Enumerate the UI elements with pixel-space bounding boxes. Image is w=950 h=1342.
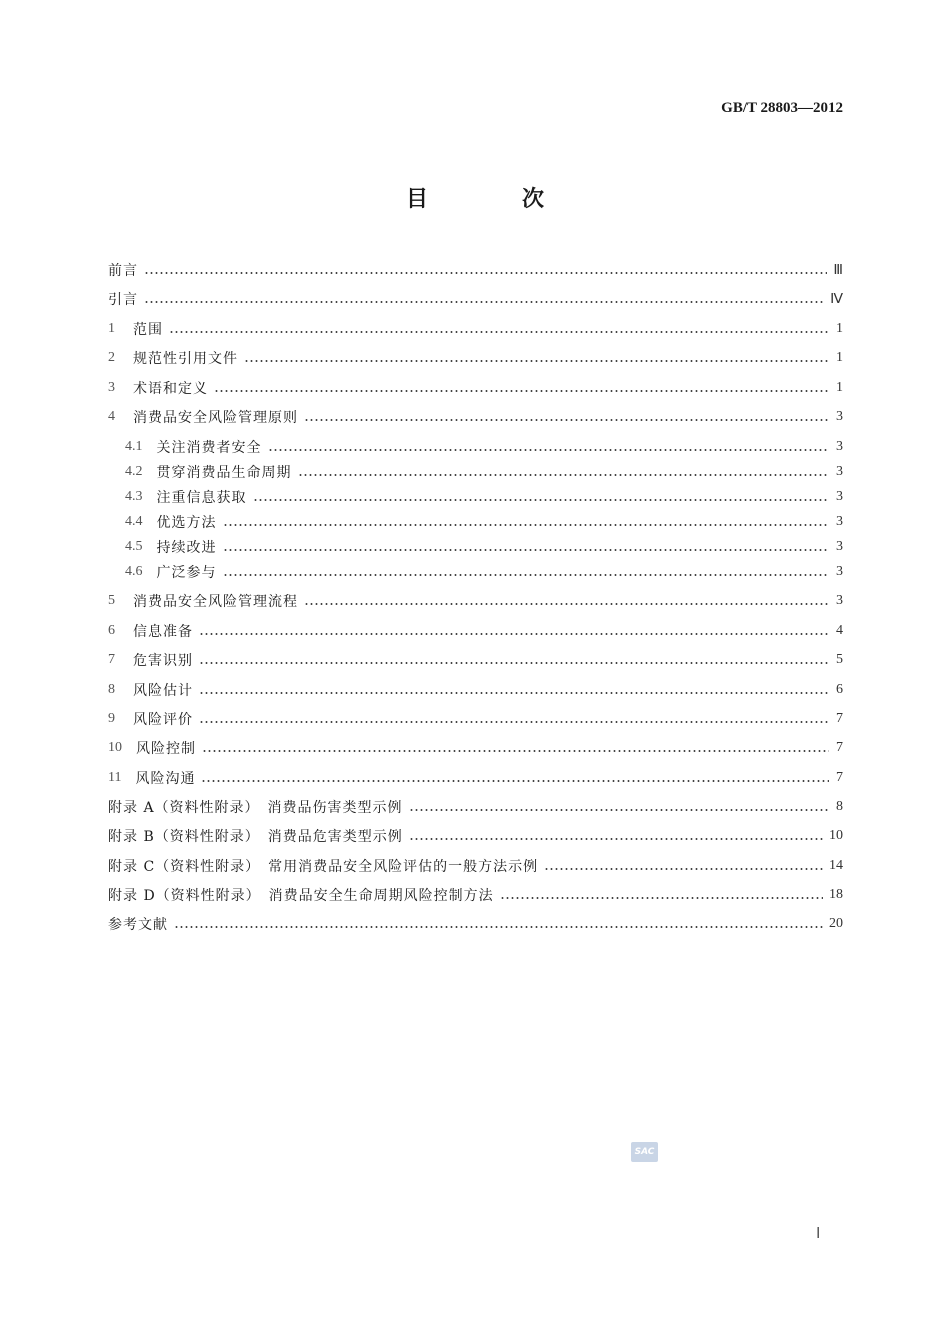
toc-entry[interactable]: [108, 768, 843, 788]
sac-watermark-logo: SAC: [631, 1142, 658, 1162]
toc-entry-label: 规范性引用文件: [133, 351, 238, 367]
toc-entry-label: 附录 B（资料性附录） 消费品危害类型示例: [108, 829, 403, 845]
toc-entry-number: 3: [108, 380, 115, 395]
toc-entry[interactable]: [108, 621, 843, 641]
toc-entry-label: 风险估计: [133, 683, 193, 699]
toc-leader-dots: [268, 437, 830, 457]
toc-entry-number: 6: [108, 623, 115, 638]
toc-entry-page: 3: [836, 489, 843, 504]
toc-entry[interactable]: [108, 826, 843, 846]
toc-entry-label: 消费品安全风险管理原则: [133, 410, 298, 426]
toc-entry-number: 4: [108, 409, 115, 424]
toc-entry-label: 信息准备: [133, 624, 193, 640]
toc-entry-label: 消费品安全风险管理流程: [133, 594, 298, 610]
toc-entry-label: 关注消费者安全: [156, 440, 262, 456]
toc-leader-dots: [199, 709, 829, 729]
toc-entry[interactable]: [125, 462, 843, 482]
toc-entry-page: 20: [829, 916, 843, 931]
toc-leader-dots: [304, 407, 829, 427]
toc-entry-number: 7: [108, 652, 115, 667]
toc-entry[interactable]: [108, 914, 843, 934]
toc-entry-label: 前言: [108, 263, 138, 279]
toc-entry-page: 3: [836, 409, 843, 424]
toc-entry-label: 广泛参与: [156, 565, 217, 581]
toc-entry-label: 风险沟通: [135, 771, 196, 787]
toc-leader-dots: [214, 378, 829, 398]
toc-leader-dots: [199, 650, 829, 670]
toc-entry-number: 4.1: [125, 439, 143, 454]
standard-code: GB/T 28803—2012: [721, 100, 843, 116]
toc-leader-dots: [202, 738, 829, 758]
toc-leader-dots: [144, 289, 824, 309]
page-number: Ⅰ: [816, 1226, 821, 1242]
toc-entry-number: 11: [108, 770, 122, 785]
toc-entry-page: 7: [836, 770, 843, 785]
toc-entry-label: 优选方法: [156, 515, 217, 531]
toc-entry-label: 附录 D（资料性附录） 消费品安全生命周期风险控制方法: [108, 888, 494, 904]
toc-leader-dots: [174, 914, 823, 934]
toc-entry-label: 注重信息获取: [156, 490, 247, 506]
toc-leader-dots: [253, 487, 830, 507]
toc-leader-dots: [199, 621, 829, 641]
toc-entry-number: 8: [108, 682, 115, 697]
toc-leader-dots: [199, 680, 829, 700]
toc-entry-page: 6: [836, 682, 843, 697]
toc-entry-page: 14: [829, 858, 843, 873]
toc-entry[interactable]: [108, 709, 843, 729]
toc-entry[interactable]: [108, 797, 843, 817]
toc-entry[interactable]: [125, 437, 843, 457]
toc-leader-dots: [201, 768, 829, 788]
toc-entry-label: 附录 C（资料性附录） 常用消费品安全风险评估的一般方法示例: [108, 859, 539, 875]
toc-entry-number: 4.2: [125, 464, 143, 479]
toc-entry-page: 1: [836, 350, 843, 365]
toc-leader-dots: [304, 591, 829, 611]
toc-entry-label: 持续改进: [156, 540, 217, 556]
toc-entry-page: Ⅳ: [830, 291, 843, 307]
toc-entry-page: 3: [836, 439, 843, 454]
toc-entry-number: 4.6: [125, 564, 143, 579]
toc-entry-number: 1: [108, 321, 115, 336]
toc-leader-dots: [544, 856, 823, 876]
toc-entry-page: 4: [836, 623, 843, 638]
toc-entry[interactable]: [108, 650, 843, 670]
toc-leader-dots: [144, 260, 827, 280]
toc-entry-number: 10: [108, 740, 122, 755]
toc-entry-number: 4.4: [125, 514, 143, 529]
toc-entry-number: 9: [108, 711, 115, 726]
toc-entry-page: 10: [829, 828, 843, 843]
toc-entry[interactable]: [108, 407, 843, 427]
toc-entry[interactable]: [108, 319, 843, 339]
toc-entry-number: 5: [108, 593, 115, 608]
toc-entry[interactable]: [108, 856, 843, 876]
toc-entry-label: 危害识别: [133, 653, 193, 669]
toc-entry-page: Ⅲ: [833, 262, 843, 278]
toc-entry[interactable]: [108, 260, 843, 280]
toc-entry-page: 3: [836, 514, 843, 529]
toc-entry-label: 风险控制: [136, 741, 196, 757]
toc-entry-page: 3: [836, 564, 843, 579]
toc-leader-dots: [500, 885, 823, 905]
toc-entry-page: 18: [829, 887, 843, 902]
toc-entry-label: 引言: [108, 292, 138, 308]
toc-entry[interactable]: [108, 738, 843, 758]
toc-entry-page: 3: [836, 539, 843, 554]
toc-entry-page: 1: [836, 380, 843, 395]
toc-entry[interactable]: [108, 680, 843, 700]
toc-entry[interactable]: [108, 885, 843, 905]
toc-leader-dots: [409, 826, 823, 846]
toc-entry[interactable]: [125, 512, 843, 532]
toc-entry[interactable]: [125, 487, 843, 507]
toc-entry-number: 4.3: [125, 489, 143, 504]
toc-entry-label: 术语和定义: [133, 381, 208, 397]
toc-entry-page: 8: [836, 799, 843, 814]
toc-entry-label: 范围: [133, 322, 163, 338]
toc-entry-page: 5: [836, 652, 843, 667]
toc-entry-number: 2: [108, 350, 115, 365]
toc-entry[interactable]: [108, 591, 843, 611]
toc-leader-dots: [223, 537, 830, 557]
toc-entry-label: 贯穿消费品生命周期: [156, 465, 292, 481]
toc-entry-page: 1: [836, 321, 843, 336]
toc-entry-label: 附录 A（资料性附录） 消费品伤害类型示例: [108, 800, 403, 816]
toc-entry[interactable]: [125, 562, 843, 582]
toc-leader-dots: [223, 512, 830, 532]
toc-leader-dots: [169, 319, 829, 339]
toc-entry-page: 7: [836, 740, 843, 755]
page-title: 目 次: [405, 187, 580, 212]
toc-entry-page: 3: [836, 464, 843, 479]
toc-entry[interactable]: [108, 289, 843, 309]
toc-leader-dots: [298, 462, 830, 482]
toc-entry[interactable]: [125, 537, 843, 557]
toc-entry-number: 4.5: [125, 539, 143, 554]
toc-entry-label: 参考文献: [108, 917, 168, 933]
toc-leader-dots: [244, 348, 829, 368]
toc-entry-label: 风险评价: [133, 712, 193, 728]
toc-leader-dots: [409, 797, 829, 817]
toc-entry[interactable]: [108, 348, 843, 368]
toc-entry[interactable]: [108, 378, 843, 398]
toc-entry-page: 7: [836, 711, 843, 726]
toc-entry-page: 3: [836, 593, 843, 608]
toc-leader-dots: [223, 562, 830, 582]
